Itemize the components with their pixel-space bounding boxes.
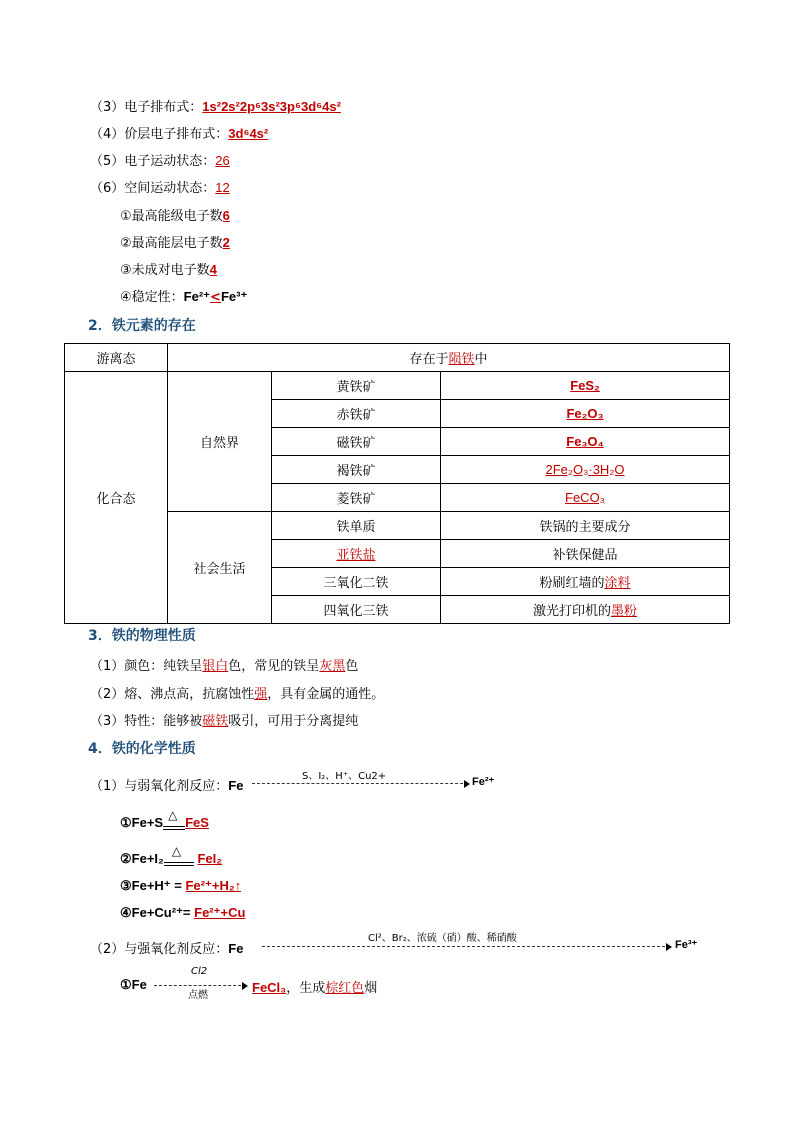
line-motion-states [90,150,230,169]
line-spatial-states [90,177,230,196]
text: （2）熔、沸点高，抗腐蚀性 [90,687,255,702]
section-heading: 4．铁的化学性质 [88,741,196,757]
answer: Fe₂O₃ [566,405,604,421]
line-magnetic [90,710,358,729]
ore-formula [441,428,730,456]
text: 色 [345,659,359,674]
answer: 6 [222,208,230,223]
reaction-2 [120,844,222,867]
compound-label: 化合态 [65,372,168,624]
line-stability [120,286,247,305]
label: （6）空间运动状态： [90,181,216,196]
ore-formula [441,484,730,512]
answer: FeI₂ [197,851,222,866]
reaction-4 [120,905,245,921]
line-melting [90,683,384,702]
text: ，生成 [286,981,326,996]
ore-name: 赤铁矿 [272,400,441,428]
text: ④Fe+Cu²⁺= [120,905,195,920]
item-name: 铁单质 [272,512,441,540]
answer: FeS [185,815,209,830]
text: 粉刷红墙的 [539,576,605,591]
answer: 亚铁盐 [336,548,376,563]
heat-symbol: △ [171,844,182,858]
ore-name: 磁铁矿 [272,428,441,456]
answer: FeCO₃ [565,489,605,505]
item-use [441,568,730,596]
text: （1）与弱氧化剂反应： [90,779,229,794]
weak-product: Fe²⁺ [472,776,495,788]
label: ②最高能层电子数 [120,236,223,251]
weak-arrow [252,783,468,784]
answer: 灰黑 [319,659,346,674]
answer: 墨粉 [611,604,638,619]
reaction-1 [120,808,209,831]
section-heading: 3．铁的物理性质 [88,628,196,644]
answer: 陨铁 [448,352,475,367]
answer: FeS₂ [570,377,600,393]
ignite-condition: 点燃 [188,990,208,1001]
answer: 银白 [202,659,229,674]
reactant: ①Fe [120,977,147,992]
text: 吸引，可用于分离提纯 [228,714,359,729]
answer: 12 [215,180,230,195]
heat-arrow [163,808,185,831]
reaction-3 [120,878,241,894]
label: （5）电子运动状态： [90,154,216,169]
life-label: 社会生活 [168,512,272,624]
ore-formula [441,372,730,400]
item-use: 铁锅的主要成分 [441,512,730,540]
weak-label [90,775,243,794]
text: ①Fe+S [120,815,164,830]
ore-formula [441,400,730,428]
answer: Fe₃O₄ [566,433,604,449]
answer: 涂料 [604,576,631,591]
ore-name: 褐铁矿 [272,456,441,484]
iron-existence-table [64,343,730,624]
line-color [90,655,358,674]
ore-formula [441,456,730,484]
item-name: 四氧化三铁 [272,596,441,624]
text: 激光打印机的 [532,604,611,619]
text: （2）与强氧化剂反应： [90,942,229,957]
text: ②Fe+I₂ [120,851,164,866]
answer: 1s²2s²2p⁶3s²3p⁶3d⁶4s² [202,99,341,114]
line-highest-sublevel [120,205,230,224]
item-name: 三氧化二铁 [272,568,441,596]
answer: Fe²⁺+H₂↑ [185,878,242,893]
answer: FeCl₃ [252,980,287,995]
ion: Fe³⁺ [220,289,248,304]
line-highest-shell [120,232,230,251]
strong-arrow [262,946,670,947]
text: （1）颜色：纯铁呈 [90,659,203,674]
label: （4）价层电子排布式： [90,127,229,142]
label: （3）电子排布式： [90,100,203,115]
text: ③Fe+H⁺ = [120,878,186,893]
reaction-strong-1 [120,977,147,993]
answer: 2 [222,235,230,250]
answer: 4 [209,262,217,277]
ion: Fe²⁺ [183,289,211,304]
cl2-condition: Cl2 [191,966,208,977]
answer: 2Fe₂O₃·3H₂O [545,461,625,477]
nature-label: 自然界 [168,372,272,512]
label: ④稳定性： [120,290,184,305]
item-use: 补铁保健品 [441,540,730,568]
text: 存在于 [409,352,449,367]
weak-condition: S、I₂、H⁺、Cu2+ [302,771,387,782]
answer: 强 [254,687,268,702]
line-unpaired [120,259,217,278]
item-use [441,596,730,624]
text: 色，常见的铁呈 [228,659,320,674]
answer: Fe²⁺+Cu [194,905,246,920]
strong-label [90,938,243,957]
text: （3）特性：能够被 [90,714,203,729]
answer: 3d⁶4s² [228,126,269,141]
free-desc [168,344,730,372]
reactant: Fe [228,941,244,956]
free-label: 游离态 [65,344,168,372]
line-valence-config [90,123,268,142]
heat-arrow [164,844,194,867]
text: ，具有金属的通性。 [267,687,385,702]
strong-product: Fe³⁺ [675,939,698,951]
label: ③未成对电子数 [120,263,210,278]
ore-name: 黄铁矿 [272,372,441,400]
text: 中 [474,352,488,367]
strong-condition: Cl²、Br₂、浓硫（硝）酸、稀硝酸 [368,933,517,944]
reaction-strong-1-product [252,977,377,996]
answer: 26 [215,153,230,168]
line-electron-config [90,96,341,115]
ore-name: 菱铁矿 [272,484,441,512]
answer: 磁铁 [202,714,229,729]
text: 烟 [364,981,378,996]
answer: < [210,290,221,305]
label: ①最高能级电子数 [120,209,223,224]
reactant: Fe [228,778,244,793]
answer: 棕红色 [325,981,365,996]
heat-symbol: △ [168,808,178,822]
section-heading: 2．铁元素的存在 [88,318,196,334]
item-name [272,540,441,568]
